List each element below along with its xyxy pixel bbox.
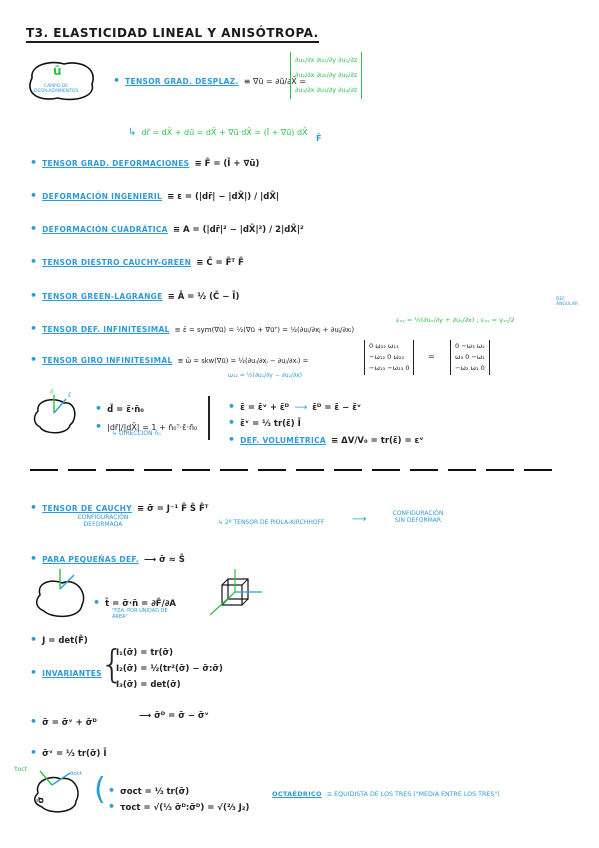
matrix-row: 0 ω₁₂ ω₁₃: [369, 342, 399, 350]
label-infinitesimal: TENSOR DEF. INFINITESIMAL: [42, 325, 170, 334]
label-def-volumetrica: DEF. VOLUMÉTRICA: [240, 436, 326, 445]
bullet-icon: •: [30, 222, 38, 235]
eq-green-lagrange: ≡ Ā = ½ (C̄ − Ī): [167, 292, 240, 302]
eq-def-volumetrica: ≡ ΔV/V₀ = tr(ε̄) = εᵛ: [331, 436, 424, 446]
eq-split-eps: ε̄ = ε̄ᵛ + ε̄ᴰ: [240, 403, 290, 413]
eq-infinitesimal-green: εₓᵧ = ½(∂uₓ/∂y + ∂uᵧ/∂x) ; εₓᵧ = γₓᵧ/2: [396, 316, 515, 324]
bullet-icon: •: [95, 420, 103, 433]
group-left-eq1: [95, 397, 144, 416]
row-J: [30, 628, 88, 647]
row-cuadratica: [30, 217, 304, 236]
eq-cauchy: ≡ σ̄ = J⁻¹ F̄ S̄ F̄ᵀ: [137, 504, 209, 514]
row-giro: [30, 348, 308, 367]
eq-ingenieril: ≡ ε = (|dr̄| − |dX̄|) / |dX̄|: [167, 192, 280, 202]
section-divider: [30, 469, 560, 471]
bullet-icon: •: [30, 189, 38, 202]
eq-cuadratica: ≡ A = (|dr̄|² − |dX̄|²) / 2|dX̄|²: [172, 225, 304, 235]
eq-split-sigma: σ̄ = σ̄ᵛ + σ̄ᴰ: [42, 718, 97, 728]
label-cauchy: TENSOR DE CAUCHY: [42, 504, 132, 513]
matrix-row: ∂u₁/∂x ∂u₁/∂y ∂u₁/∂z: [295, 56, 358, 64]
octa-blob-symbol: σ̄: [36, 796, 47, 804]
invariant-2: I₂(σ̄) = ½(tr²(σ̄) − σ̄:σ̄): [116, 664, 223, 674]
eq-giro-sub: ω₁₂ = ½(∂u₁/∂y − ∂u₂/∂x): [228, 372, 302, 379]
bullet-icon: •: [30, 322, 38, 335]
row-ingenieril: [30, 184, 279, 203]
eq-df-under: F̄: [316, 134, 322, 143]
eq-infinitesimal: ≡ ε̄ = sym(∇ū) = ½(∇ū + ∇ūᵀ) = ½(∂uᵢ/∂xⱼ + ∂uⱼ/∂xᵢ): [174, 326, 355, 334]
bullet-icon: •: [30, 255, 38, 268]
label-ingenieril: DEFORMACIÓN INGENIERIL: [42, 192, 163, 201]
label-octaedrico: OCTAÉDRICO: [272, 790, 322, 798]
note-piola-text: 2º TENSOR DE PIOLA-KIRCHHOFF: [224, 519, 325, 526]
eq-sigma-oct: σoct = ⅓ tr(σ̄): [120, 787, 190, 797]
giro-matrix-2: [450, 340, 490, 375]
separator-line: [208, 396, 210, 440]
row-cauchy: [30, 496, 208, 515]
eq-d: d̄ = ε̄·n̄₀: [107, 405, 144, 415]
brace-icon: (: [94, 772, 106, 807]
note-fza: "FZA. POR UNIDAD DE ÁREA": [112, 608, 168, 620]
row-split: [30, 710, 97, 729]
note-piola: ↳ 2º TENSOR DE PIOLA-KIRCHHOFF: [218, 519, 325, 526]
note-direccion: ↳ DIRECCIÓN n̄₀: [112, 430, 161, 437]
note-def-angular: DEF. ANGULAR: [556, 297, 579, 307]
label-cauchy-green: TENSOR DIESTRO CAUCHY-GREEN: [42, 258, 192, 267]
row-pequenas: [30, 547, 185, 566]
invariant-3: I₃(σ̄) = det(σ̄): [116, 680, 181, 690]
stress-cube-icon: [200, 567, 270, 627]
row-df: [128, 120, 308, 139]
eq-vol-sigma: σ̄ᵛ = ⅓ tr(σ̄) Ī: [42, 749, 107, 759]
label-giro: TENSOR GIRO INFINITESIMAL: [42, 356, 173, 365]
bullet-icon: •: [95, 402, 103, 415]
matrix-row: −ω₂ ω₁ 0: [455, 364, 485, 372]
bullet-icon: •: [30, 156, 38, 169]
label-green-lagrange: TENSOR GREEN-LAGRANGE: [42, 292, 163, 301]
label-invariantes: INVARIANTES: [42, 669, 102, 678]
bullet-icon: •: [108, 784, 116, 797]
bullet-icon: •: [228, 416, 236, 429]
bullet-icon: •: [30, 666, 38, 679]
eq-grad-def: ≡ F̄ = (Ī + ∇ū): [194, 159, 260, 169]
bullet-icon: •: [30, 289, 38, 302]
row-infinitesimal: [30, 317, 354, 336]
group-right-eq3: [228, 428, 424, 447]
eq-tau-oct: τoct = √(⅓ σ̄ᴰ:σ̄ᴰ) = √(⅔ J₂): [120, 803, 250, 813]
eq-pequenas: ⟶ σ̄ ≈ S̄: [143, 555, 185, 565]
bullet-icon: •: [228, 400, 236, 413]
bullet-icon: •: [30, 715, 38, 728]
blob-symbol: ū: [53, 64, 62, 78]
grad-matrix: [290, 52, 362, 99]
arrow-icon: ⟶: [352, 514, 367, 525]
matrix-row: −ω₁₃ −ω₂₃ 0: [369, 364, 410, 372]
bullet-icon: •: [108, 800, 116, 813]
vec-n-label: n̄: [50, 389, 54, 396]
eq-df: dr̄ = dX̄ + dū = dX̄ + ∇ū·dX̄ = (Ī + ∇ū) dX̄: [141, 128, 308, 137]
page-title: T3. ELASTICIDAD LINEAL Y ANISÓTROPA.: [26, 26, 319, 43]
eq-dev-eps: ε̄ᴰ = ε̄ − ε̄ᵛ: [312, 403, 362, 413]
bullet-icon: •: [228, 433, 236, 446]
eq-dev-sigma: ⟶ σ̄ᴰ = σ̄ − σ̄ᵛ: [139, 711, 209, 721]
bullet-icon: •: [30, 633, 38, 646]
vec-e-label: ε̄: [68, 392, 72, 399]
note-config-sin-deformar: CONFIGURACIÓN SIN DEFORMAR: [392, 510, 444, 524]
label-sigma-oct: σ̄oct: [70, 771, 83, 777]
blob-caption: CAMPO DE DESPLAZAMIENTOS: [34, 84, 79, 94]
invariant-1: I₁(σ̄) = tr(σ̄): [116, 648, 173, 658]
bullet-icon: •: [30, 353, 38, 366]
matrix-row: 0 −ω₃ ω₂: [455, 342, 485, 350]
row-grad-desplaz: [113, 69, 306, 88]
matrix-row: ω₃ 0 −ω₁: [455, 353, 485, 361]
bullet-icon: •: [113, 74, 121, 87]
label-pequenas: PARA PEQUEÑAS DEF.: [42, 555, 139, 564]
traction-blob-icon: [30, 565, 92, 621]
arrow-icon: ⟶: [294, 403, 308, 413]
arrow-icon: ↳: [128, 127, 137, 138]
row-grad-def: [30, 151, 259, 170]
eq-giro: ≡ ω̄ = skw(∇ū) = ½(∂uᵢ/∂xⱼ − ∂uⱼ/∂xᵢ) =: [177, 357, 309, 365]
label-cuadratica: DEFORMACIÓN CUADRÁTICA: [42, 225, 168, 234]
eq-cauchy-green: ≡ C̄ = F̄ᵀ F̄: [196, 258, 244, 268]
eq-J: J = det(F̄): [42, 636, 88, 646]
note-octaedrico: ≡ EQUIDISTA DE LOS TRES ("MEDIA ENTRE LOS TRES"): [326, 791, 500, 798]
matrix-row: ∂u₃/∂x ∂u₃/∂y ∂u₃/∂z: [295, 86, 358, 94]
row-vol: [30, 741, 107, 760]
bullet-icon: •: [30, 746, 38, 759]
note-direccion-text: DIRECCIÓN n̄₀: [118, 430, 161, 437]
octa-note: [272, 781, 500, 800]
row-green-lagrange: [30, 284, 239, 303]
note-config-deformada: CONFIGURACIÓN DEFORMADA: [77, 514, 129, 528]
bullet-icon: •: [30, 501, 38, 514]
eq-grad-desplaz: ≡ ∇ū = ∂ū/∂X̄ =: [243, 77, 306, 86]
eq-traction: t̄ = σ̄·n̄ = ∂F̄/∂A: [105, 599, 176, 609]
row-cauchy-green: [30, 250, 244, 269]
bullet-icon: •: [93, 596, 101, 609]
eq-giro-equal: =: [428, 352, 435, 361]
octa-eq2: [108, 795, 249, 814]
matrix-row: −ω₁₂ 0 ω₂₃: [369, 353, 405, 361]
row-invariantes: [30, 661, 102, 680]
bullet-icon: •: [30, 552, 38, 565]
eq-vol-eps: ε̄ᵛ = ⅓ tr(ε̄) Ī: [240, 419, 301, 429]
matrix-row: ∂u₂/∂x ∂u₂/∂y ∂u₂/∂z: [295, 71, 358, 79]
giro-matrix-1: [364, 340, 414, 375]
label-tau-oct: τ̄oct: [14, 766, 27, 773]
body-blob-icon: [30, 393, 80, 437]
label-grad-desplaz: TENSOR GRAD. DESPLAZ.: [125, 77, 239, 86]
label-grad-def: TENSOR GRAD. DEFORMACIONES: [42, 159, 190, 168]
brace-icon: {: [100, 642, 125, 686]
eq-ratio: |dr̄|/|dX̄| = 1 + n̄₀ᵀ·ε̄·n̄₀: [107, 423, 198, 432]
